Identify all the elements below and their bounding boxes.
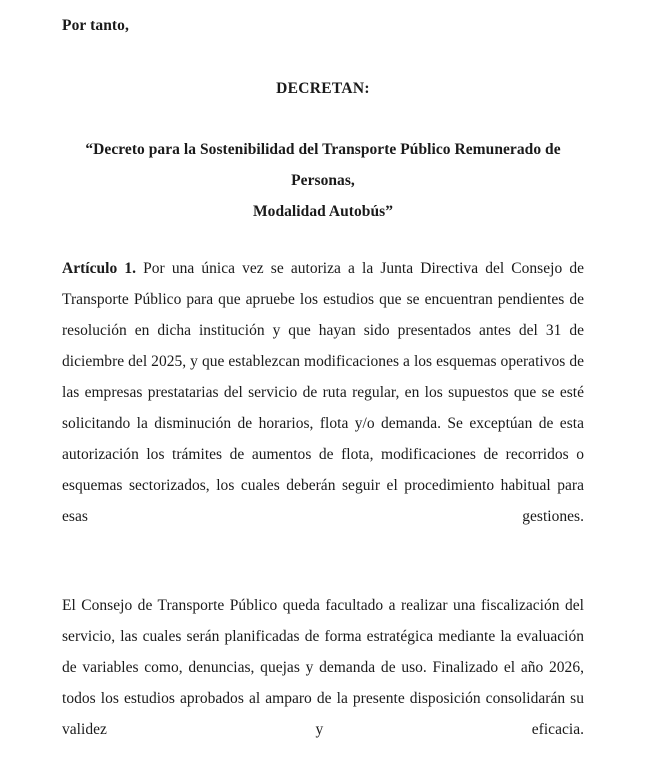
decree-title-line-2: Modalidad Autobús” <box>252 203 394 220</box>
body-paragraph-2: El Consejo de Transporte Público queda facultado a realizar una fiscalización del servicio, las cuales serán planificadas de forma estratégica mediante la evaluación de variables como, denuncias, quejas y demanda de uso. Finalizado el año 2026, todos los estudios aprobados al amparo de la presente disposición consolidarán su validez y eficacia. <box>62 597 584 738</box>
decree-title-line-1: “Decreto para la Sostenibilidad del Transporte Público Remunerado de Personas, <box>85 141 561 189</box>
salutation-text: Por tanto, <box>62 17 130 34</box>
decree-title <box>62 104 584 227</box>
enactment-heading: DECRETAN: <box>276 80 370 97</box>
document-body <box>62 0 584 776</box>
article-1-paragraph <box>62 227 584 563</box>
article-1-text: Por una única vez se autoriza a la Junta Directiva del Consejo de Transporte Público para que apruebe los estudios que se encuentran pendientes de resolución en dicha institución y que hayan sido presentados antes del 31 de diciembre del 2025, y que establezcan modificaciones a los esquemas operativos de las empresas prestatarias del servicio de ruta regular, en los supuestos que se esté solicitando la disminución de horarios, flota y/o demanda. Se exceptúan de esta autorización los trámites de aumentos de flota, modificaciones de recorridos o esquemas sectorizados, los cuales deberán seguir el procedimiento habitual para esas gestiones. <box>62 260 584 525</box>
article-1-label: Artículo 1. <box>62 260 137 277</box>
